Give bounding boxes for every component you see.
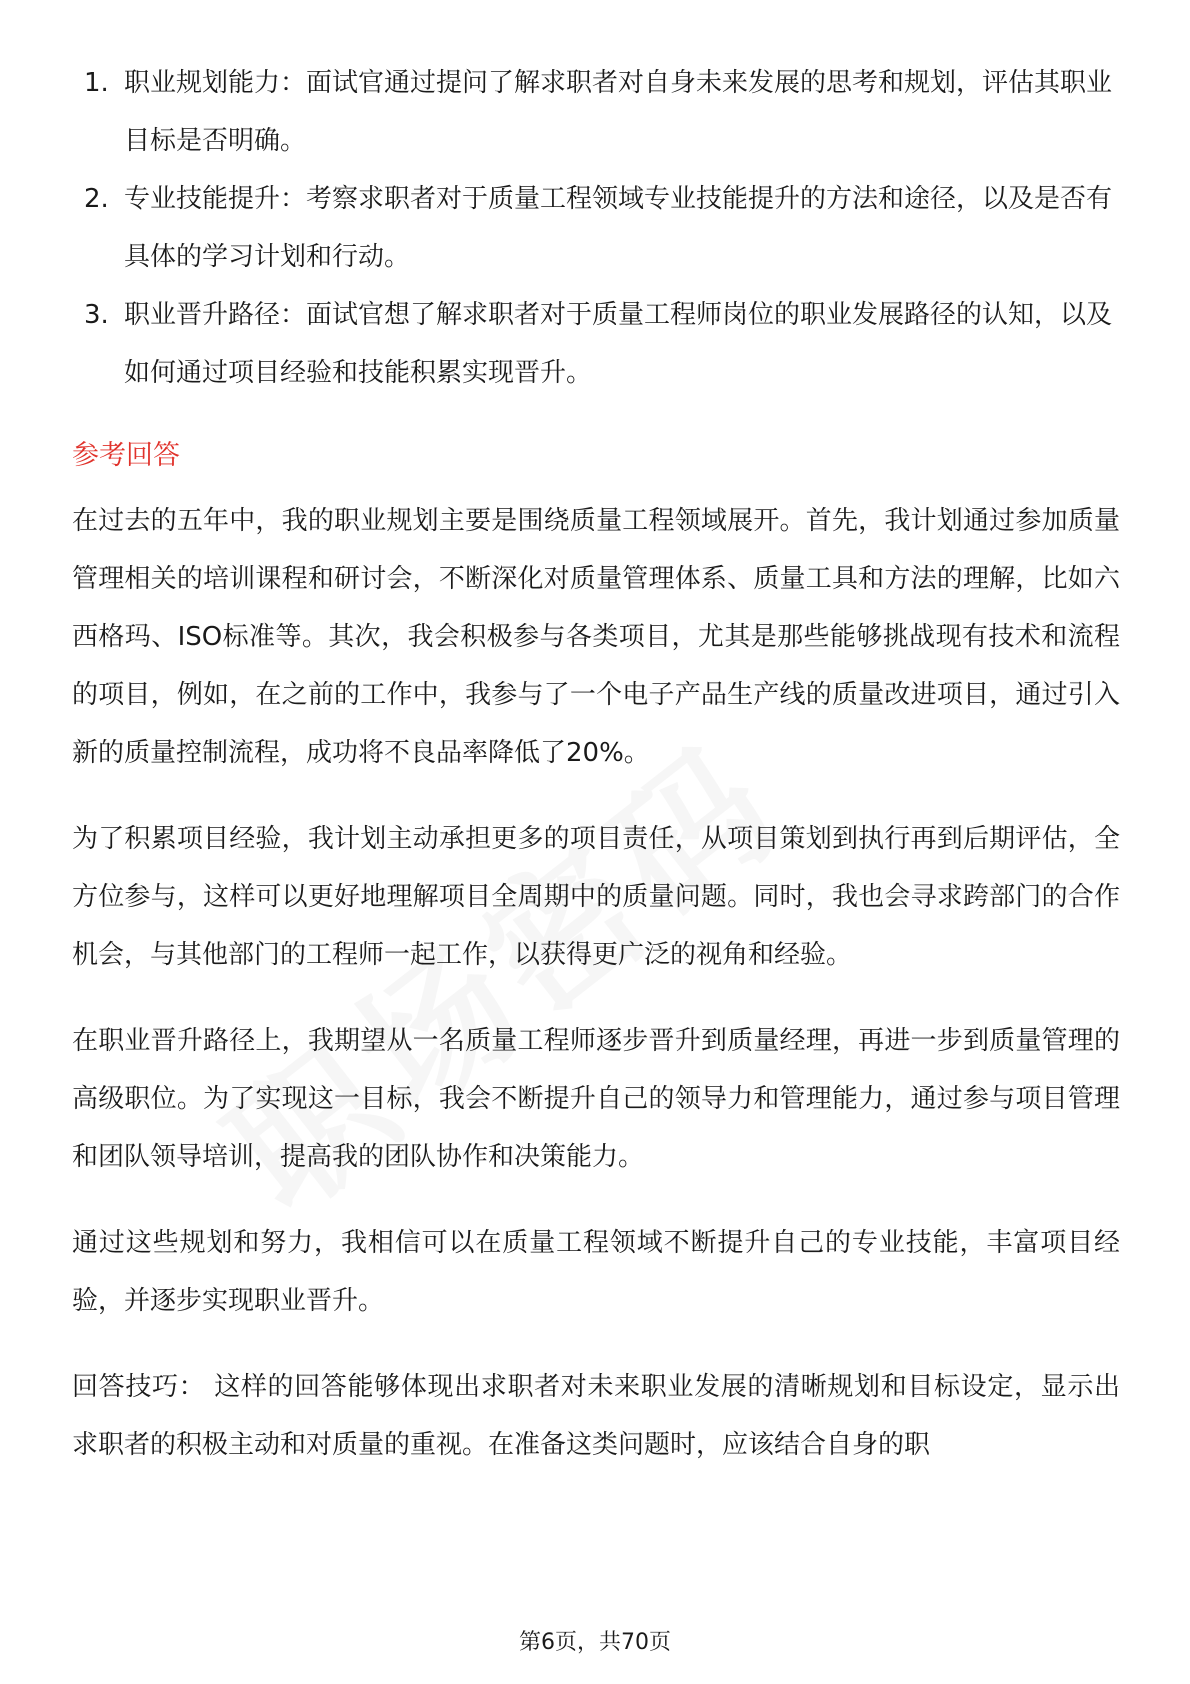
numbered-list [72,54,1120,402]
page-footer: 第6页，共70页 [519,1630,671,1655]
paragraph: 在职业晋升路径上，我期望从一名质量工程师逐步晋升到质量经理，再进一步到质量管理的高级职位。为了实现这一目标，我会不断提升自己的领导力和管理能力，通过参与项目管理和团队领导培训，提高我的团队协作和决策能力。 [72,1026,1120,1172]
list-item [72,170,1120,286]
list-number: 3. [84,300,109,330]
list-item [72,54,1120,170]
page-content [72,54,1120,1474]
paragraph: 通过这些规划和努力，我相信可以在质量工程领域不断提升自己的专业技能，丰富项目经验，并逐步实现职业晋升。 [72,1228,1120,1316]
list-number: 2. [84,184,109,214]
list-text: 职业晋升路径：面试官想了解求职者对于质量工程师岗位的职业发展路径的认知，以及如何通过项目经验和技能积累实现晋升。 [124,300,1113,388]
paragraph: 为了积累项目经验，我计划主动承担更多的项目责任，从项目策划到执行再到后期评估，全方位参与，这样可以更好地理解项目全周期中的质量问题。同时，我也会寻求跨部门的合作机会，与其他部门的工程师一起工作，以获得更广泛的视角和经验。 [72,824,1120,970]
paragraph: 回答技巧： 这样的回答能够体现出求职者对未来职业发展的清晰规划和目标设定，显示出求职者的积极主动和对质量的重视。在准备这类问题时，应该结合自身的职 [72,1372,1120,1460]
section-title: 参考回答 [72,440,180,471]
paragraph: 在过去的五年中，我的职业规划主要是围绕质量工程领域展开。首先，我计划通过参加质量管理相关的培训课程和研讨会，不断深化对质量管理体系、质量工具和方法的理解，比如六西格玛、ISO标准等。其次，我会积极参与各类项目，尤其是那些能够挑战现有技术和流程的项目，例如，在之前的工作中，我参与了一个电子产品生产线的质量改进项目，通过引入新的质量控制流程，成功将不良品率降低了20%。 [72,506,1120,768]
list-item [72,286,1120,402]
list-number: 1. [84,68,109,98]
list-text: 职业规划能力：面试官通过提问了解求职者对自身未来发展的思考和规划，评估其职业目标是否明确。 [124,68,1113,156]
list-text: 专业技能提升：考察求职者对于质量工程领域专业技能提升的方法和途径，以及是否有具体的学习计划和行动。 [124,184,1113,272]
